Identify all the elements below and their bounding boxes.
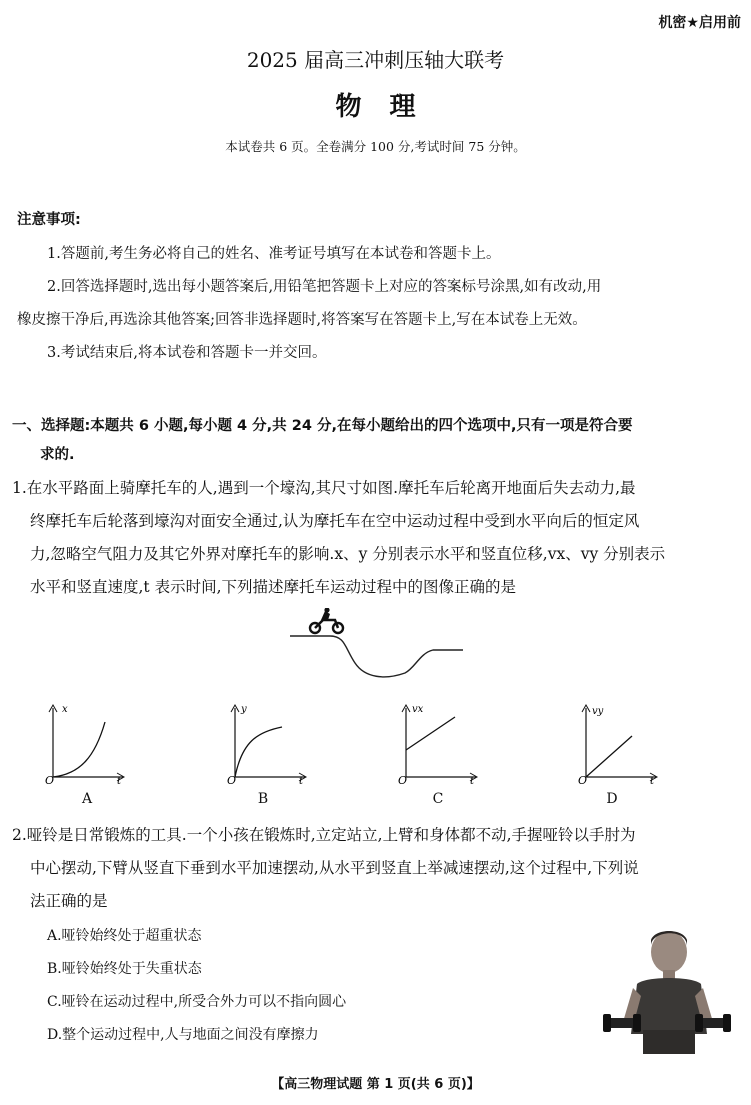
q1-line-3: 力,忽略空气阻力及其它外界对摩托车的影响.x、y 分别表示水平和竖直位移,vx、vy 分别表示 bbox=[30, 545, 666, 563]
graph-b-curve bbox=[235, 727, 282, 777]
motorcycle-icon bbox=[310, 608, 343, 633]
graph-c-line bbox=[406, 717, 455, 750]
graph-b-label: B bbox=[257, 791, 269, 807]
notice-line-3: 橡皮擦干净后,再选涂其他答案;回答非选择题时,将答案写在答题卡上,写在本试卷上无效。 bbox=[17, 312, 587, 328]
q2-option-b: B.哑铃始终处于失重状态 bbox=[47, 961, 202, 977]
q2-line-1: 2.哑铃是日常锻炼的工具.一个小孩在锻炼时,立定站立,上臂和身体都不动,手握哑铃以手肘为 bbox=[12, 826, 636, 844]
section-heading: 一、选择题:本题共 6 小题,每小题 4 分,共 24 分,在每小题给出的四个选项中,只有一项是符合要 bbox=[12, 418, 633, 434]
exam-info: 本试卷共 6 页。全卷满分 100 分,考试时间 75 分钟。 bbox=[225, 139, 526, 154]
graph-d-origin: O bbox=[578, 774, 588, 784]
graph-b-origin: O bbox=[227, 774, 237, 784]
notice-line-1: 1.答题前,考生务必将自己的姓名、准考证号填写在本试卷和答题卡上。 bbox=[47, 246, 501, 262]
q2-line-2: 中心摆动,下臂从竖直下垂到水平加速摆动,从水平到竖直上举减速摆动,这个过程中,下列说 bbox=[30, 859, 639, 877]
graph-c-xaxis-label: t bbox=[470, 776, 475, 784]
q1-line-2: 终摩托车后轮落到壕沟对面安全通过,认为摩托车在空中运动过程中受到水平向后的恒定风 bbox=[30, 512, 640, 530]
notice-line-4: 3.考试结束后,将本试卷和答题卡一并交回。 bbox=[47, 345, 327, 361]
graph-c-label: C bbox=[432, 791, 444, 807]
child-dumbbell-photo bbox=[603, 922, 731, 1054]
page-footer: 【高三物理试题 第 1 页(共 6 页)】 bbox=[271, 1077, 480, 1092]
graph-c-origin: O bbox=[398, 774, 408, 784]
q2-option-a: A.哑铃始终处于超重状态 bbox=[47, 928, 202, 944]
subject-title: 物理 bbox=[335, 92, 444, 122]
q1-line-4: 水平和竖直速度,t 表示时间,下列描述摩托车运动过程中的图像正确的是 bbox=[30, 578, 517, 596]
notice-heading: 注意事项: bbox=[17, 212, 81, 228]
graph-d-yaxis-label: vy bbox=[592, 706, 604, 717]
q2-option-c: C.哑铃在运动过程中,所受合外力可以不指向圆心 bbox=[47, 994, 347, 1010]
graph-d-xaxis-label: t bbox=[650, 776, 655, 784]
section-heading-cont: 求的. bbox=[40, 447, 75, 463]
graph-a-xaxis-label: t bbox=[117, 776, 122, 784]
graph-b-xaxis-label: t bbox=[299, 776, 304, 784]
graph-a-origin: O bbox=[45, 774, 55, 784]
graph-b bbox=[227, 702, 312, 784]
q2-line-3: 法正确的是 bbox=[30, 892, 108, 910]
exam-title: 2025 届高三冲刺压轴大联考 bbox=[246, 48, 505, 72]
graph-d-label: D bbox=[606, 791, 618, 807]
graph-d-line bbox=[586, 736, 632, 777]
ditch-figure bbox=[285, 608, 470, 686]
graph-b-yaxis-label: y bbox=[241, 704, 247, 715]
graph-a-yaxis-label: x bbox=[62, 704, 68, 715]
graph-a-curve bbox=[53, 722, 105, 777]
graph-d bbox=[578, 702, 663, 784]
graph-a-label: A bbox=[81, 791, 93, 807]
graph-a bbox=[45, 702, 130, 784]
notice-line-2: 2.回答选择题时,选出每小题答案后,用铅笔把答题卡上对应的答案标号涂黑,如有改动,用 bbox=[47, 279, 602, 295]
q2-option-d: D.整个运动过程中,人与地面之间没有摩擦力 bbox=[47, 1027, 319, 1043]
ditch-profile bbox=[290, 636, 463, 677]
q1-line-1: 1.在水平路面上骑摩托车的人,遇到一个壕沟,其尺寸如图.摩托车后轮离开地面后失去动力,最 bbox=[12, 479, 636, 497]
graph-c-yaxis-label: vx bbox=[412, 704, 424, 715]
confidential-label: 机密★启用前 bbox=[658, 15, 741, 31]
graph-c bbox=[398, 702, 483, 784]
